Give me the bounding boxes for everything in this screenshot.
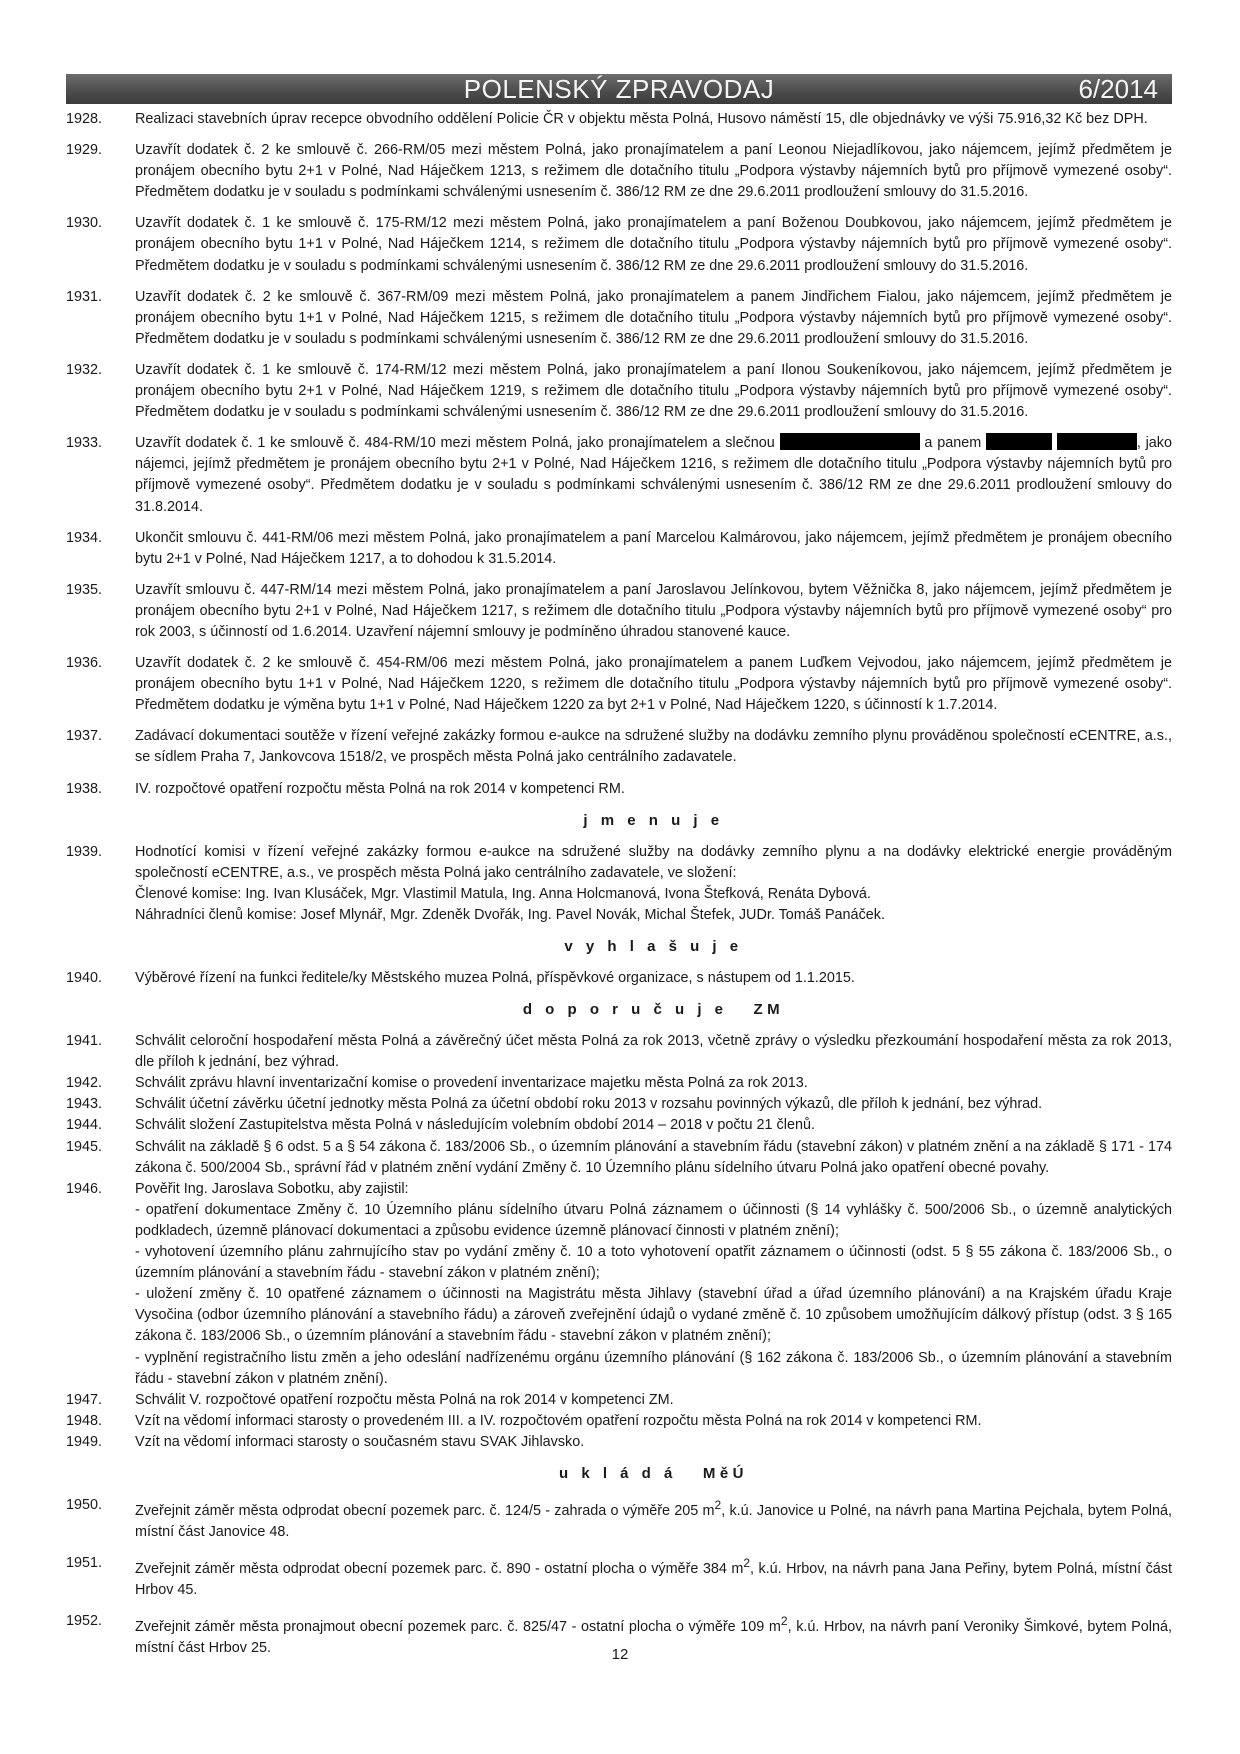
- resolution-text: Vzít na vědomí informaci starosty o provedeném III. a IV. rozpočtovém opatření rozpočtu města Polná na rok 2014 v kompetenci RM.: [135, 1412, 982, 1429]
- resolution-1932: [66, 360, 1172, 423]
- resolution-number: 1929.: [66, 142, 103, 159]
- resolution-text: [135, 842, 1172, 926]
- resolution-1949: [66, 1432, 1172, 1453]
- resolution-text: Uzavřít dodatek č. 1 ke smlouvě č. 174-RM/12 mezi městem Polná, jako pronajímatelem a paní Ilonou Soukeníkovou, jako nájemcem, jejímž předmětem je pronájem obecního bytu 2+1 v Polné, Nad Háječkem 1219, s režimem dle dotačního titulu „Podpora výstavby nájemních bytů pro příjmově vymezené osoby“. Předmětem dodatku je v souladu s podmínkami schválenými usnesením č. 386/12 RM ze dne 29.6.2011 prodloužení smlouvy do 31.5.2016.: [135, 361, 1172, 421]
- resolution-text: [135, 433, 1172, 517]
- text-part: Zveřejnit záměr města pronajmout obecní pozemek parc. č. 825/47 - ostatní plocha o výměře 109 m: [135, 1618, 781, 1635]
- task-item: - vyhotovení územního plánu zahrnujícího stav po vydání změny č. 10 a toto vyhotovení opatřit záznamem o účinnosti (odst. 5 § 55 zákona č. 183/2006 Sb., o územním plánování a stavebním řádu - stavební zákon v platném znění);: [135, 1244, 1172, 1282]
- resolution-number: 1933.: [66, 435, 103, 452]
- section-heading-uklada: u k l á d á MěÚ: [558, 1464, 749, 1482]
- resolution-1928: [66, 109, 1172, 130]
- resolution-text: Ukončit smlouvu č. 441-RM/06 mezi městem Polná, jako pronajímatelem a paní Marcelou Kalmárovou, jako nájemcem, jejímž předmětem je pronájem obecního bytu 2+1 v Polné, Nad Háječkem 1217, a to dohodou k 31.5.2014.: [135, 529, 1172, 567]
- resolution-1942: [66, 1073, 1172, 1094]
- resolution-text: Schválit na základě § 6 odst. 5 a § 54 zákona č. 183/2006 Sb., o územním plánování a stavebním řádu (stavební zákon) v platném znění a na základě § 171 - 174 zákona č. 500/2004 Sb., správní řád v platném znění vydání Změny č. 10 Územního plánu sídelního útvaru Polná jako opatření obecné povahy.: [135, 1138, 1172, 1176]
- resolution-number: 1932.: [66, 361, 103, 378]
- task-item: - uložení změny č. 10 opatřené záznamem o účinnosti na Magistrátu města Jihlavy (stavební úřad a úřad územního plánování) a na Krajském úřadu Kraje Vysočina (odbor územního plánování a stavebního řádu) a zároveň zveřejnění údajů o vydané změně č. 10 způsobem umožňujícím dálkový přístup (odst. 3 § 165 zákona č. 183/2006 Sb., o územním plánování a stavebním řádu - stavební zákon v platném znění);: [135, 1286, 1172, 1345]
- resolutions-list: [66, 109, 1172, 1659]
- resolution-1939: [66, 842, 1172, 926]
- resolution-text: Uzavřít dodatek č. 2 ke smlouvě č. 454-RM/06 mezi městem Polná, jako pronajímatelem a panem Luďkem Vejvodou, jako nájemcem, jejímž předmětem je pronájem obecního bytu 1+1 v Polné, Nad Háječkem 1220, s režimem dle dotačního titulu „Podpora výstavby nájemních bytů pro příjmově vymezené osoby“. Předmětem dodatku je výměna bytu 1+1 v Polné, Nad Háječkem 1220 za byt 2+1 v Polné, Nad Háječkem 1220, s účinností k 1.7.2014.: [135, 655, 1172, 714]
- text-part: , k.ú. Hrbov, na návrh paní Veroniky Šimkové, bytem Polná, místní část Hrbov 25.: [135, 1618, 1172, 1656]
- resolution-1951: [66, 1553, 1172, 1601]
- resolution-1933: [66, 433, 1172, 517]
- text-part: , jako nájemci, jejímž předmětem je pronájem obecního bytu 2+1 v Polné, Nad Háječkem 1216, s režimem dle dotačního titulu „Podpora výstavby nájemních bytů pro příjmově vymezené osoby“. Předmětem dodatku je v souladu s podmínkami schválenými usnesením č. 386/12 RM ze dne 29.6.2011 prodloužení smlouvy do 31.8.2014.: [135, 435, 1173, 515]
- resolution-number: 1940.: [66, 970, 103, 986]
- resolution-text: Realizaci stavebních úprav recepce obvodního oddělení Policie ČR v objektu města Polná, Husovo náměstí 15, dle objednávky ve výši 75.916,32 Kč bez DPH.: [135, 111, 1148, 127]
- resolution-text: Schválit celoroční hospodaření města Polná a závěrečný účet města Polná za rok 2013, včetně zprávy o výsledku přezkoumání hospodaření města za rok 2013, dle příloh k jednání, bez výhrad.: [135, 1033, 1172, 1071]
- committee-members: Členové komise: Ing. Ivan Klusáček, Mgr. Vlastimil Matula, Ing. Anna Holcmanová, Ivona Štefková, Renáta Dybová.: [135, 885, 871, 902]
- resolution-number: 1928.: [66, 111, 103, 127]
- resolution-1934: [66, 528, 1172, 570]
- section-heading-doporucuje: d o p o r u č u j e ZM: [522, 1001, 785, 1019]
- text-part: , k.ú. Janovice u Polné, na návrh pana Martina Pejchala, bytem Polná, místní část Janovice 48.: [135, 1502, 1172, 1540]
- resolution-text: Vzít na vědomí informaci starosty o současném stavu SVAK Jihlavsko.: [135, 1433, 585, 1450]
- resolution-number: 1947.: [66, 1391, 103, 1408]
- resolution-number: 1937.: [66, 728, 103, 745]
- resolution-1948: [66, 1411, 1172, 1432]
- resolution-text: [135, 1553, 1172, 1601]
- resolution-1944: [66, 1115, 1172, 1136]
- resolution-1937: [66, 726, 1172, 768]
- issue-number: 6/2014: [1078, 74, 1158, 104]
- text-part: Zveřejnit záměr města odprodat obecní pozemek parc. č. 124/5 - zahrada o výměře 205 m: [135, 1502, 715, 1519]
- resolution-number: 1950.: [66, 1496, 103, 1513]
- resolution-number: 1935.: [66, 581, 103, 598]
- text-part: Pověřit Ing. Jaroslava Sobotku, aby zajistil:: [135, 1180, 409, 1197]
- resolution-1935: [66, 580, 1172, 643]
- resolution-number: 1942.: [66, 1075, 103, 1092]
- committee-substitutes: Náhradníci členů komise: Josef Mlynář, Mgr. Zdeněk Dvořák, Ing. Pavel Novák, Michal Štefek, JUDr. Tomáš Panáček.: [135, 906, 885, 923]
- resolution-text: IV. rozpočtové opatření rozpočtu města Polná na rok 2014 v kompetenci RM.: [135, 780, 625, 797]
- resolution-number: 1944.: [66, 1117, 103, 1134]
- resolution-text: Schválit složení Zastupitelstva města Polná v následujícím volebním období 2014 – 2018 v počtu 21 členů.: [135, 1117, 815, 1134]
- text-part: Hodnotící komisi v řízení veřejné zakázky formou e-aukce na sdružené služby na dodávky zemního plynu a na dodávky elektrické energie prováděným společností eCENTRE, a.s., ve prospěch města Polná jako centrálního zadavatele, ve složení:: [135, 843, 1172, 881]
- redaction-box: [986, 433, 1052, 450]
- resolution-1947: [66, 1390, 1172, 1411]
- resolution-1950: [66, 1495, 1172, 1543]
- resolution-text: Uzavřít smlouvu č. 447-RM/14 mezi městem Polná, jako pronajímatelem a paní Jaroslavou Jelínkovou, bytem Věžnička 8, jako nájemcem, jejímž předmětem je pronájem obecního bytu 2+1 v Polné, Nad Háječkem 1217, s režimem dle dotačního titulu „Podpora výstavby nájemních bytů pro příjmově vymezené osoby“ pro rok 2003, s účinností od 1.6.2014. Uzavření nájemní smlouvy je podmíněno úhradou stanovené kauce.: [135, 581, 1172, 640]
- resolution-number: 1939.: [66, 843, 103, 860]
- superscript: 2: [780, 1613, 788, 1628]
- resolution-1941: [66, 1031, 1172, 1073]
- resolution-text: Schválit účetní závěrku účetní jednotky města Polná za účetní období roku 2013 v rozsahu povinných výkazů, dle příloh k jednání, bez výhrad.: [135, 1096, 1043, 1113]
- text-part: Zveřejnit záměr města odprodat obecní pozemek parc. č. 890 - ostatní plocha o výměře 384 m: [135, 1560, 744, 1577]
- resolution-number: 1931.: [66, 288, 103, 305]
- section-heading-vyhlasuje: v y h l a š u j e: [564, 938, 743, 955]
- newsletter-title: POLENSKÝ ZPRAVODAJ: [463, 74, 775, 104]
- resolution-text: [135, 1495, 1172, 1543]
- superscript: 2: [714, 1497, 722, 1512]
- resolution-number: 1941.: [66, 1033, 103, 1050]
- task-item: - opatření dokumentace Změny č. 10 Územního plánu sídelního útvaru Polná záznamem o účinnosti (§ 14 vyhlášky č. 500/2006 Sb., o územně analytických podkladech, územně plánovací dokumentaci a způsobu evidence územně plánovací činnosti v platném znění);: [135, 1201, 1172, 1239]
- section-heading-jmenuje: j m e n u j e: [583, 811, 724, 829]
- resolution-text: Schválit zprávu hlavní inventarizační komise o provedení inventarizace majetku města Polná za rok 2013.: [135, 1075, 808, 1092]
- task-item: - vyplnění registračního listu změn a jeho odeslání nadřízenému orgánu územního plánování (§ 162 zákona č. 183/2006 Sb., o územním plánování a stavebním řádu - stavební zákon v platném znění).: [135, 1349, 1172, 1387]
- resolution-number: 1951.: [66, 1554, 103, 1571]
- resolution-number: 1952.: [66, 1612, 103, 1629]
- resolution-1930: [66, 213, 1172, 276]
- resolution-1931: [66, 287, 1172, 350]
- redaction-box: [1057, 433, 1137, 450]
- resolution-1940: [66, 968, 1172, 989]
- resolution-number: 1943.: [66, 1096, 103, 1113]
- text-part: a panem: [924, 435, 982, 452]
- text-part: Uzavřít dodatek č. 1 ke smlouvě č. 484-RM/10 mezi městem Polná, jako pronajímatelem a slečnou: [135, 435, 775, 452]
- resolution-number: 1945.: [66, 1138, 103, 1155]
- resolution-number: 1946.: [66, 1180, 103, 1197]
- resolution-text: [135, 1179, 1172, 1390]
- page-number: 12: [611, 1646, 629, 1663]
- newsletter-header: [66, 74, 1172, 104]
- resolution-text: Zadávací dokumentaci soutěže v řízení veřejné zakázky formou e-aukce na sdružené služby na dodávku zemního plynu prováděnou společností eCENTRE, a.s., se sídlem Praha 7, Jankovcova 1518/2, ve prospěch města Polná jako centrálního zadavatele.: [135, 728, 1172, 766]
- resolution-1938: [66, 779, 1172, 800]
- resolution-1943: [66, 1094, 1172, 1115]
- resolution-number: 1948.: [66, 1412, 103, 1429]
- resolution-text: Výběrové řízení na funkci ředitele/ky Městského muzea Polná, příspěvkové organizace, s nástupem od 1.1.2015.: [135, 970, 855, 986]
- text-part: , k.ú. Hrbov, na návrh pana Jana Peřiny, bytem Polná, místní část Hrbov 45.: [135, 1560, 1172, 1598]
- resolution-number: 1938.: [66, 780, 103, 797]
- resolution-number: 1936.: [66, 655, 103, 672]
- resolution-text: Schválit V. rozpočtové opatření rozpočtu města Polná na rok 2014 v kompetenci ZM.: [135, 1391, 674, 1408]
- resolution-number: 1949.: [66, 1433, 103, 1450]
- resolution-text: Uzavřít dodatek č. 2 ke smlouvě č. 266-RM/05 mezi městem Polná, jako pronajímatelem a paní Leonou Niejadlíkovou, jako nájemcem, jejímž předmětem je pronájem obecního bytu 2+1 v Polné, Nad Háječkem 1213, s režimem dle dotačního titulu „Podpora výstavby nájemních bytů pro příjmově vymezené osoby“. Předmětem dodatku je v souladu s podmínkami schválenými usnesením č. 386/12 RM ze dne 29.6.2011 prodloužení smlouvy do 31.5.2016.: [135, 142, 1172, 201]
- resolution-1945: [66, 1137, 1172, 1179]
- resolution-1936: [66, 653, 1172, 716]
- superscript: 2: [743, 1555, 750, 1570]
- resolution-1946: [66, 1179, 1172, 1390]
- resolution-1929: [66, 140, 1172, 203]
- resolution-number: 1930.: [66, 215, 103, 232]
- resolution-text: Uzavřít dodatek č. 1 ke smlouvě č. 175-RM/12 mezi městem Polná, jako pronajímatelem a paní Boženou Doubkovou, jako nájemcem, jejímž předmětem je pronájem obecního bytu 1+1 v Polné, Nad Háječkem 1214, s režimem dle dotačního titulu „Podpora výstavby nájemních bytů pro příjmově vymezené osoby“. Předmětem dodatku je v souladu s podmínkami schválenými usnesením č. 386/12 RM ze dne 29.6.2011 prodloužení smlouvy do 31.5.2016.: [135, 215, 1172, 274]
- redaction-box: [780, 433, 920, 450]
- resolution-text: Uzavřít dodatek č. 2 ke smlouvě č. 367-RM/09 mezi městem Polná, jako pronajímatelem a panem Jindřichem Fialou, jako nájemcem, jejímž předmětem je pronájem obecního bytu 1+1 v Polné, Nad Háječkem 1215, s režimem dle dotačního titulu „Podpora výstavby nájemních bytů pro příjmově vymezené osoby“. Předmětem dodatku je v souladu s podmínkami schválenými usnesením č. 386/12 RM ze dne 29.6.2011 prodloužení smlouvy do 31.5.2016.: [135, 288, 1172, 347]
- resolution-number: 1934.: [66, 529, 103, 546]
